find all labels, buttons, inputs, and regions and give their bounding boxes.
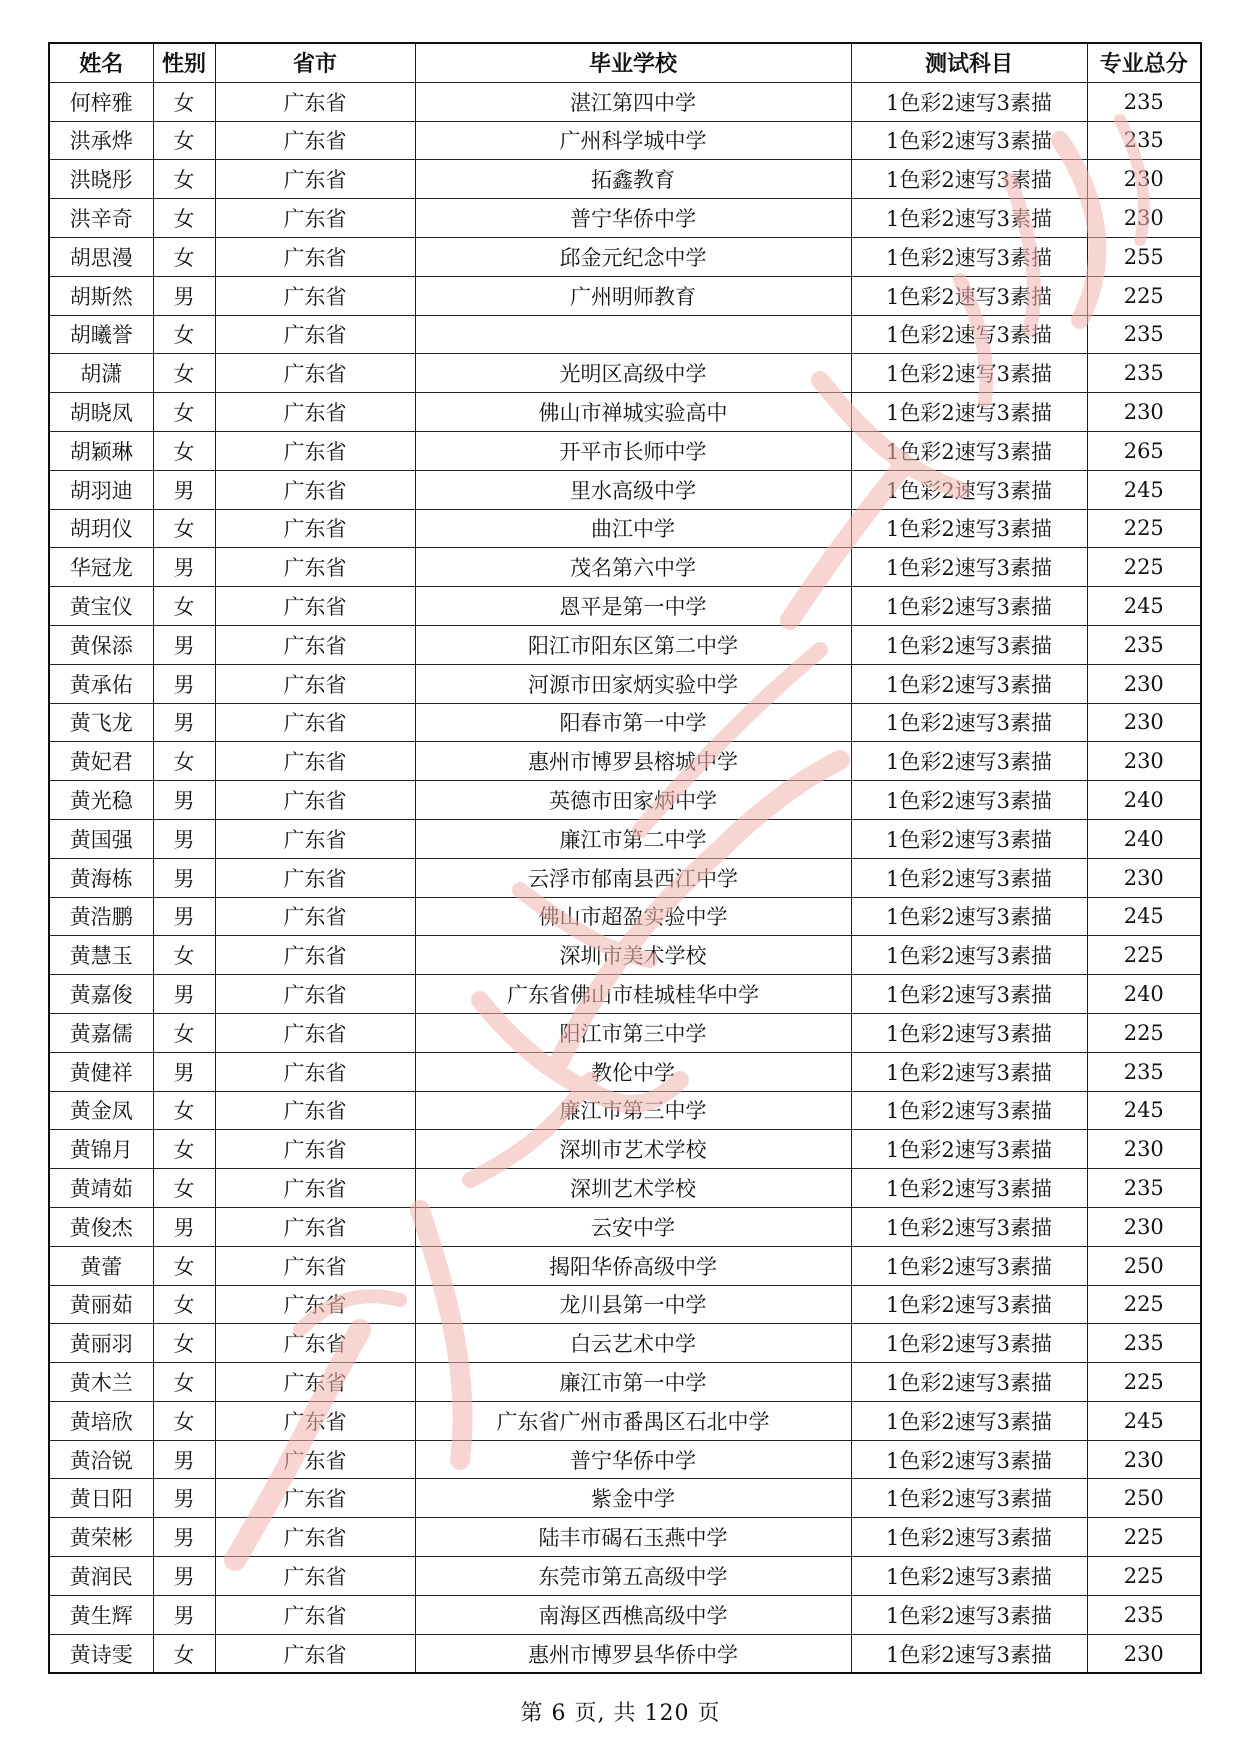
cell-gender: 女 bbox=[153, 587, 215, 626]
cell-score: 230 bbox=[1087, 160, 1201, 199]
cell-subject: 1色彩2速写3素描 bbox=[851, 1052, 1087, 1091]
table-row bbox=[49, 742, 1201, 781]
cell-subject: 1色彩2速写3素描 bbox=[851, 587, 1087, 626]
cell-name: 胡思漫 bbox=[49, 237, 153, 276]
cell-subject: 1色彩2速写3素描 bbox=[851, 237, 1087, 276]
cell-gender: 女 bbox=[153, 199, 215, 238]
cell-gender: 男 bbox=[153, 1518, 215, 1557]
cell-province: 广东省 bbox=[215, 975, 415, 1014]
table-row bbox=[49, 470, 1201, 509]
table-row bbox=[49, 1013, 1201, 1052]
cell-score: 235 bbox=[1087, 1052, 1201, 1091]
cell-score: 225 bbox=[1087, 1518, 1201, 1557]
cell-score: 230 bbox=[1087, 703, 1201, 742]
table-row bbox=[49, 1285, 1201, 1324]
cell-score: 225 bbox=[1087, 1557, 1201, 1596]
cell-school: 阳江市第三中学 bbox=[415, 1013, 851, 1052]
cell-gender: 男 bbox=[153, 781, 215, 820]
header-subject: 测试科目 bbox=[851, 43, 1087, 82]
cell-school bbox=[415, 315, 851, 354]
cell-score: 255 bbox=[1087, 237, 1201, 276]
header-row bbox=[49, 43, 1201, 82]
table-row bbox=[49, 548, 1201, 587]
cell-subject: 1色彩2速写3素描 bbox=[851, 1246, 1087, 1285]
cell-name: 黄飞龙 bbox=[49, 703, 153, 742]
cell-gender: 女 bbox=[153, 237, 215, 276]
cell-province: 广东省 bbox=[215, 237, 415, 276]
cell-subject: 1色彩2速写3素描 bbox=[851, 1207, 1087, 1246]
table-row bbox=[49, 975, 1201, 1014]
cell-subject: 1色彩2速写3素描 bbox=[851, 354, 1087, 393]
table-row bbox=[49, 82, 1201, 121]
cell-subject: 1色彩2速写3素描 bbox=[851, 1595, 1087, 1634]
cell-subject: 1色彩2速写3素描 bbox=[851, 897, 1087, 936]
table-row bbox=[49, 897, 1201, 936]
cell-subject: 1色彩2速写3素描 bbox=[851, 936, 1087, 975]
cell-school: 广州明师教育 bbox=[415, 276, 851, 315]
cell-name: 胡曦誉 bbox=[49, 315, 153, 354]
table-row bbox=[49, 587, 1201, 626]
cell-gender: 女 bbox=[153, 936, 215, 975]
table-row bbox=[49, 199, 1201, 238]
cell-name: 洪辛奇 bbox=[49, 199, 153, 238]
cell-name: 何梓雅 bbox=[49, 82, 153, 121]
cell-name: 黄木兰 bbox=[49, 1363, 153, 1402]
cell-name: 胡玥仪 bbox=[49, 509, 153, 548]
cell-school: 光明区高级中学 bbox=[415, 354, 851, 393]
cell-province: 广东省 bbox=[215, 1169, 415, 1208]
cell-province: 广东省 bbox=[215, 509, 415, 548]
cell-province: 广东省 bbox=[215, 1634, 415, 1673]
cell-score: 225 bbox=[1087, 509, 1201, 548]
cell-gender: 男 bbox=[153, 1207, 215, 1246]
cell-name: 黄靖茹 bbox=[49, 1169, 153, 1208]
table-row bbox=[49, 1246, 1201, 1285]
cell-name: 黄生辉 bbox=[49, 1595, 153, 1634]
cell-subject: 1色彩2速写3素描 bbox=[851, 1363, 1087, 1402]
cell-school: 廉江市第三中学 bbox=[415, 1091, 851, 1130]
header-province: 省市 bbox=[215, 43, 415, 82]
cell-school: 曲江中学 bbox=[415, 509, 851, 548]
table-row bbox=[49, 1479, 1201, 1518]
cell-subject: 1色彩2速写3素描 bbox=[851, 1013, 1087, 1052]
cell-province: 广东省 bbox=[215, 121, 415, 160]
cell-score: 235 bbox=[1087, 121, 1201, 160]
cell-gender: 男 bbox=[153, 858, 215, 897]
cell-school: 惠州市博罗县华侨中学 bbox=[415, 1634, 851, 1673]
table-row bbox=[49, 237, 1201, 276]
cell-name: 黄宝仪 bbox=[49, 587, 153, 626]
cell-subject: 1色彩2速写3素描 bbox=[851, 548, 1087, 587]
cell-school: 东莞市第五高级中学 bbox=[415, 1557, 851, 1596]
cell-province: 广东省 bbox=[215, 276, 415, 315]
table-row bbox=[49, 1518, 1201, 1557]
cell-name: 胡颖琳 bbox=[49, 431, 153, 470]
cell-name: 黄洽锐 bbox=[49, 1440, 153, 1479]
cell-province: 广东省 bbox=[215, 936, 415, 975]
cell-province: 广东省 bbox=[215, 1246, 415, 1285]
cell-school: 白云艺术中学 bbox=[415, 1324, 851, 1363]
table-row bbox=[49, 393, 1201, 432]
cell-name: 黄日阳 bbox=[49, 1479, 153, 1518]
cell-school: 广州科学城中学 bbox=[415, 121, 851, 160]
cell-gender: 女 bbox=[153, 354, 215, 393]
cell-school: 龙川县第一中学 bbox=[415, 1285, 851, 1324]
cell-name: 胡羽迪 bbox=[49, 470, 153, 509]
cell-score: 230 bbox=[1087, 199, 1201, 238]
table-row bbox=[49, 276, 1201, 315]
table-row bbox=[49, 1634, 1201, 1673]
table-row bbox=[49, 1169, 1201, 1208]
cell-score: 235 bbox=[1087, 625, 1201, 664]
cell-gender: 女 bbox=[153, 1246, 215, 1285]
table-row bbox=[49, 1363, 1201, 1402]
cell-name: 胡晓凤 bbox=[49, 393, 153, 432]
cell-gender: 男 bbox=[153, 1052, 215, 1091]
cell-gender: 女 bbox=[153, 509, 215, 548]
table-row bbox=[49, 1401, 1201, 1440]
cell-score: 230 bbox=[1087, 1207, 1201, 1246]
cell-school: 拓鑫教育 bbox=[415, 160, 851, 199]
table-row bbox=[49, 315, 1201, 354]
cell-name: 胡潇 bbox=[49, 354, 153, 393]
cell-province: 广东省 bbox=[215, 431, 415, 470]
page-footer: 第 6 页, 共 120 页 bbox=[520, 1701, 721, 1726]
cell-subject: 1色彩2速写3素描 bbox=[851, 82, 1087, 121]
cell-gender: 女 bbox=[153, 160, 215, 199]
cell-school: 阳江市阳东区第二中学 bbox=[415, 625, 851, 664]
table-row bbox=[49, 1440, 1201, 1479]
cell-subject: 1色彩2速写3素描 bbox=[851, 121, 1087, 160]
header-school: 毕业学校 bbox=[415, 43, 851, 82]
table-row bbox=[49, 1052, 1201, 1091]
cell-name: 黄锦月 bbox=[49, 1130, 153, 1169]
cell-gender: 男 bbox=[153, 625, 215, 664]
cell-score: 230 bbox=[1087, 1440, 1201, 1479]
cell-subject: 1色彩2速写3素描 bbox=[851, 1169, 1087, 1208]
cell-school: 广东省佛山市桂城桂华中学 bbox=[415, 975, 851, 1014]
cell-score: 240 bbox=[1087, 819, 1201, 858]
cell-score: 235 bbox=[1087, 1595, 1201, 1634]
cell-school: 惠州市博罗县榕城中学 bbox=[415, 742, 851, 781]
cell-subject: 1色彩2速写3素描 bbox=[851, 276, 1087, 315]
header-gender: 性别 bbox=[153, 43, 215, 82]
table-row bbox=[49, 509, 1201, 548]
cell-school: 邱金元纪念中学 bbox=[415, 237, 851, 276]
table-row bbox=[49, 936, 1201, 975]
cell-province: 广东省 bbox=[215, 1479, 415, 1518]
cell-name: 华冠龙 bbox=[49, 548, 153, 587]
cell-score: 225 bbox=[1087, 548, 1201, 587]
cell-province: 广东省 bbox=[215, 1013, 415, 1052]
cell-score: 250 bbox=[1087, 1246, 1201, 1285]
cell-gender: 男 bbox=[153, 470, 215, 509]
cell-province: 广东省 bbox=[215, 1595, 415, 1634]
cell-subject: 1色彩2速写3素描 bbox=[851, 199, 1087, 238]
cell-province: 广东省 bbox=[215, 703, 415, 742]
cell-score: 265 bbox=[1087, 431, 1201, 470]
cell-score: 230 bbox=[1087, 1130, 1201, 1169]
results-sheet bbox=[48, 42, 1200, 1674]
cell-score: 230 bbox=[1087, 393, 1201, 432]
cell-score: 230 bbox=[1087, 742, 1201, 781]
cell-province: 广东省 bbox=[215, 1518, 415, 1557]
cell-name: 黄荣彬 bbox=[49, 1518, 153, 1557]
table-row bbox=[49, 819, 1201, 858]
cell-subject: 1色彩2速写3素描 bbox=[851, 625, 1087, 664]
cell-score: 240 bbox=[1087, 781, 1201, 820]
cell-name: 黄承佑 bbox=[49, 664, 153, 703]
cell-school: 云浮市郁南县西江中学 bbox=[415, 858, 851, 897]
cell-subject: 1色彩2速写3素描 bbox=[851, 742, 1087, 781]
cell-province: 广东省 bbox=[215, 1324, 415, 1363]
cell-name: 黄光稳 bbox=[49, 781, 153, 820]
cell-school: 陆丰市碣石玉燕中学 bbox=[415, 1518, 851, 1557]
table-row bbox=[49, 1207, 1201, 1246]
cell-school: 深圳市艺术学校 bbox=[415, 1130, 851, 1169]
cell-province: 广东省 bbox=[215, 1401, 415, 1440]
cell-score: 225 bbox=[1087, 936, 1201, 975]
cell-province: 广东省 bbox=[215, 1285, 415, 1324]
cell-school: 英德市田家炳中学 bbox=[415, 781, 851, 820]
cell-score: 225 bbox=[1087, 1013, 1201, 1052]
cell-school: 紫金中学 bbox=[415, 1479, 851, 1518]
cell-name: 黄俊杰 bbox=[49, 1207, 153, 1246]
cell-score: 230 bbox=[1087, 1634, 1201, 1673]
cell-gender: 女 bbox=[153, 82, 215, 121]
cell-school: 廉江市第二中学 bbox=[415, 819, 851, 858]
cell-subject: 1色彩2速写3素描 bbox=[851, 431, 1087, 470]
cell-province: 广东省 bbox=[215, 819, 415, 858]
table-row bbox=[49, 1091, 1201, 1130]
cell-gender: 男 bbox=[153, 664, 215, 703]
cell-subject: 1色彩2速写3素描 bbox=[851, 315, 1087, 354]
cell-name: 黄浩鹏 bbox=[49, 897, 153, 936]
table-row bbox=[49, 1595, 1201, 1634]
cell-name: 黄慧玉 bbox=[49, 936, 153, 975]
cell-province: 广东省 bbox=[215, 664, 415, 703]
cell-school: 揭阳华侨高级中学 bbox=[415, 1246, 851, 1285]
table-row bbox=[49, 625, 1201, 664]
cell-province: 广东省 bbox=[215, 858, 415, 897]
header-score: 专业总分 bbox=[1087, 43, 1201, 82]
cell-name: 黄金凤 bbox=[49, 1091, 153, 1130]
cell-province: 广东省 bbox=[215, 742, 415, 781]
cell-gender: 男 bbox=[153, 819, 215, 858]
cell-gender: 女 bbox=[153, 121, 215, 160]
cell-subject: 1色彩2速写3素描 bbox=[851, 1440, 1087, 1479]
cell-gender: 女 bbox=[153, 1363, 215, 1402]
cell-score: 235 bbox=[1087, 1169, 1201, 1208]
table-row bbox=[49, 1130, 1201, 1169]
cell-score: 225 bbox=[1087, 276, 1201, 315]
cell-score: 235 bbox=[1087, 354, 1201, 393]
cell-name: 黄丽羽 bbox=[49, 1324, 153, 1363]
cell-subject: 1色彩2速写3素描 bbox=[851, 1479, 1087, 1518]
cell-gender: 女 bbox=[153, 1169, 215, 1208]
table-row bbox=[49, 431, 1201, 470]
cell-name: 黄嘉儒 bbox=[49, 1013, 153, 1052]
cell-province: 广东省 bbox=[215, 82, 415, 121]
cell-gender: 女 bbox=[153, 1091, 215, 1130]
cell-score: 230 bbox=[1087, 858, 1201, 897]
cell-school: 佛山市禅城实验高中 bbox=[415, 393, 851, 432]
cell-score: 235 bbox=[1087, 82, 1201, 121]
cell-subject: 1色彩2速写3素描 bbox=[851, 1091, 1087, 1130]
cell-school: 廉江市第一中学 bbox=[415, 1363, 851, 1402]
cell-gender: 男 bbox=[153, 1557, 215, 1596]
cell-subject: 1色彩2速写3素描 bbox=[851, 393, 1087, 432]
cell-gender: 男 bbox=[153, 703, 215, 742]
cell-subject: 1色彩2速写3素描 bbox=[851, 1518, 1087, 1557]
cell-name: 黄蕾 bbox=[49, 1246, 153, 1285]
cell-province: 广东省 bbox=[215, 897, 415, 936]
cell-gender: 男 bbox=[153, 1479, 215, 1518]
cell-gender: 女 bbox=[153, 1324, 215, 1363]
results-table bbox=[48, 42, 1202, 1674]
cell-name: 黄海栋 bbox=[49, 858, 153, 897]
cell-name: 黄健祥 bbox=[49, 1052, 153, 1091]
cell-score: 245 bbox=[1087, 897, 1201, 936]
cell-name: 黄润民 bbox=[49, 1557, 153, 1596]
cell-score: 240 bbox=[1087, 975, 1201, 1014]
cell-score: 245 bbox=[1087, 470, 1201, 509]
cell-school: 南海区西樵高级中学 bbox=[415, 1595, 851, 1634]
table-row bbox=[49, 121, 1201, 160]
cell-name: 洪承烨 bbox=[49, 121, 153, 160]
cell-gender: 男 bbox=[153, 897, 215, 936]
cell-gender: 男 bbox=[153, 548, 215, 587]
cell-gender: 男 bbox=[153, 1440, 215, 1479]
cell-subject: 1色彩2速写3素描 bbox=[851, 160, 1087, 199]
cell-province: 广东省 bbox=[215, 393, 415, 432]
table-row bbox=[49, 1324, 1201, 1363]
cell-gender: 女 bbox=[153, 1130, 215, 1169]
cell-school: 茂名第六中学 bbox=[415, 548, 851, 587]
cell-gender: 女 bbox=[153, 431, 215, 470]
cell-subject: 1色彩2速写3素描 bbox=[851, 1557, 1087, 1596]
cell-name: 洪晓彤 bbox=[49, 160, 153, 199]
cell-school: 阳春市第一中学 bbox=[415, 703, 851, 742]
cell-school: 湛江第四中学 bbox=[415, 82, 851, 121]
cell-gender: 女 bbox=[153, 315, 215, 354]
cell-province: 广东省 bbox=[215, 548, 415, 587]
cell-gender: 女 bbox=[153, 1401, 215, 1440]
cell-name: 黄嘉俊 bbox=[49, 975, 153, 1014]
cell-province: 广东省 bbox=[215, 1052, 415, 1091]
cell-name: 黄妃君 bbox=[49, 742, 153, 781]
cell-subject: 1色彩2速写3素描 bbox=[851, 1285, 1087, 1324]
cell-subject: 1色彩2速写3素描 bbox=[851, 1324, 1087, 1363]
cell-province: 广东省 bbox=[215, 1557, 415, 1596]
cell-province: 广东省 bbox=[215, 1130, 415, 1169]
cell-subject: 1色彩2速写3素描 bbox=[851, 664, 1087, 703]
cell-school: 广东省广州市番禺区石北中学 bbox=[415, 1401, 851, 1440]
table-row bbox=[49, 781, 1201, 820]
table-row bbox=[49, 1557, 1201, 1596]
cell-gender: 女 bbox=[153, 393, 215, 432]
cell-score: 235 bbox=[1087, 315, 1201, 354]
table-row bbox=[49, 664, 1201, 703]
cell-province: 广东省 bbox=[215, 625, 415, 664]
cell-name: 胡斯然 bbox=[49, 276, 153, 315]
cell-school: 教伦中学 bbox=[415, 1052, 851, 1091]
table-row bbox=[49, 858, 1201, 897]
cell-gender: 男 bbox=[153, 1595, 215, 1634]
cell-gender: 女 bbox=[153, 1285, 215, 1324]
cell-school: 恩平是第一中学 bbox=[415, 587, 851, 626]
cell-subject: 1色彩2速写3素描 bbox=[851, 819, 1087, 858]
cell-province: 广东省 bbox=[215, 1207, 415, 1246]
cell-school: 开平市长师中学 bbox=[415, 431, 851, 470]
cell-school: 里水高级中学 bbox=[415, 470, 851, 509]
table-row bbox=[49, 703, 1201, 742]
cell-school: 云安中学 bbox=[415, 1207, 851, 1246]
cell-score: 230 bbox=[1087, 664, 1201, 703]
cell-name: 黄国强 bbox=[49, 819, 153, 858]
cell-gender: 女 bbox=[153, 1013, 215, 1052]
cell-name: 黄丽茹 bbox=[49, 1285, 153, 1324]
cell-subject: 1色彩2速写3素描 bbox=[851, 858, 1087, 897]
cell-province: 广东省 bbox=[215, 315, 415, 354]
header-name: 姓名 bbox=[49, 43, 153, 82]
cell-score: 225 bbox=[1087, 1363, 1201, 1402]
cell-province: 广东省 bbox=[215, 160, 415, 199]
cell-province: 广东省 bbox=[215, 1091, 415, 1130]
cell-subject: 1色彩2速写3素描 bbox=[851, 703, 1087, 742]
cell-score: 235 bbox=[1087, 1324, 1201, 1363]
cell-subject: 1色彩2速写3素描 bbox=[851, 1634, 1087, 1673]
cell-name: 黄培欣 bbox=[49, 1401, 153, 1440]
cell-province: 广东省 bbox=[215, 1440, 415, 1479]
cell-province: 广东省 bbox=[215, 470, 415, 509]
cell-subject: 1色彩2速写3素描 bbox=[851, 1401, 1087, 1440]
cell-province: 广东省 bbox=[215, 199, 415, 238]
cell-gender: 女 bbox=[153, 1634, 215, 1673]
cell-subject: 1色彩2速写3素描 bbox=[851, 781, 1087, 820]
cell-score: 250 bbox=[1087, 1479, 1201, 1518]
cell-subject: 1色彩2速写3素描 bbox=[851, 1130, 1087, 1169]
cell-score: 245 bbox=[1087, 587, 1201, 626]
cell-name: 黄诗雯 bbox=[49, 1634, 153, 1673]
cell-score: 225 bbox=[1087, 1285, 1201, 1324]
cell-school: 普宁华侨中学 bbox=[415, 1440, 851, 1479]
cell-gender: 男 bbox=[153, 276, 215, 315]
cell-subject: 1色彩2速写3素描 bbox=[851, 470, 1087, 509]
cell-gender: 男 bbox=[153, 975, 215, 1014]
cell-name: 黄保添 bbox=[49, 625, 153, 664]
cell-school: 深圳市美术学校 bbox=[415, 936, 851, 975]
cell-province: 广东省 bbox=[215, 1363, 415, 1402]
cell-province: 广东省 bbox=[215, 587, 415, 626]
cell-province: 广东省 bbox=[215, 781, 415, 820]
cell-score: 245 bbox=[1087, 1091, 1201, 1130]
cell-school: 河源市田家炳实验中学 bbox=[415, 664, 851, 703]
cell-subject: 1色彩2速写3素描 bbox=[851, 509, 1087, 548]
cell-school: 佛山市超盈实验中学 bbox=[415, 897, 851, 936]
table-row bbox=[49, 160, 1201, 199]
cell-gender: 女 bbox=[153, 742, 215, 781]
cell-school: 普宁华侨中学 bbox=[415, 199, 851, 238]
cell-subject: 1色彩2速写3素描 bbox=[851, 975, 1087, 1014]
cell-school: 深圳艺术学校 bbox=[415, 1169, 851, 1208]
cell-province: 广东省 bbox=[215, 354, 415, 393]
cell-score: 245 bbox=[1087, 1401, 1201, 1440]
table-row bbox=[49, 354, 1201, 393]
